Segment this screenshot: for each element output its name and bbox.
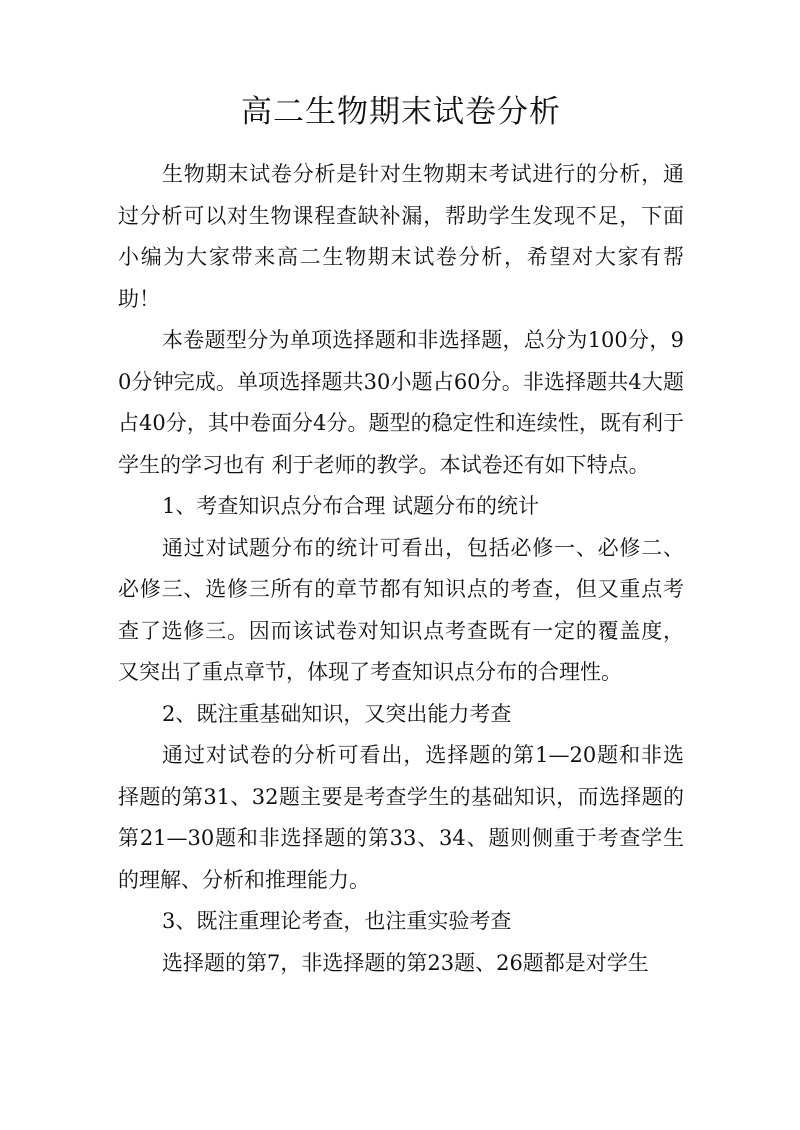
section-1-body: 通过对试题分布的统计可看出，包括必修一、必修二、必修三、选修三所有的章节都有知识点的考查，但又重点考查了选修三。因而该试卷对知识点考查既有一定的覆盖度，又突出了重点章节，体现了考查知识点分布的合理性。: [118, 535, 684, 684]
document-page: [118, 90, 684, 984]
intro-paragraph: 生物期末试卷分析是针对生物期末考试进行的分析，通过分析可以对生物课程查缺补漏，帮助学生发现不足，下面小编为大家带来高二生物期末试卷分析，希望对大家有帮助！: [118, 162, 684, 311]
section-2-heading: 2、既注重基础知识，又突出能力考查: [162, 701, 512, 726]
overview-paragraph: 本卷题型分为单项选择题和非选择题，总分为100分，90分钟完成。单项选择题共30小题占60分。非选择题共4大题占40分，其中卷面分4分。题型的稳定性和连续性，既有利于学生的学习也有 利于老师的教学。本试卷还有如下特点。: [118, 328, 684, 477]
section-2-body: 通过对试卷的分析可看出，选择题的第1—20题和非选择题的第31、32题主要是考查学生的基础知识，而选择题的第21—30题和非选择题的第33、34、题则侧重于考查学生的理解、分析和推理能力。: [118, 743, 684, 892]
section-1-heading: 1、考查知识点分布合理 试题分布的统计: [162, 494, 540, 518]
section-3-body: 选择题的第7，非选择题的第23题、26题都是对学生: [162, 950, 649, 975]
section-3-heading: 3、既注重理论考查，也注重实验考查: [162, 909, 512, 933]
document-title: 高二生物期末试卷分析: [241, 94, 561, 130]
